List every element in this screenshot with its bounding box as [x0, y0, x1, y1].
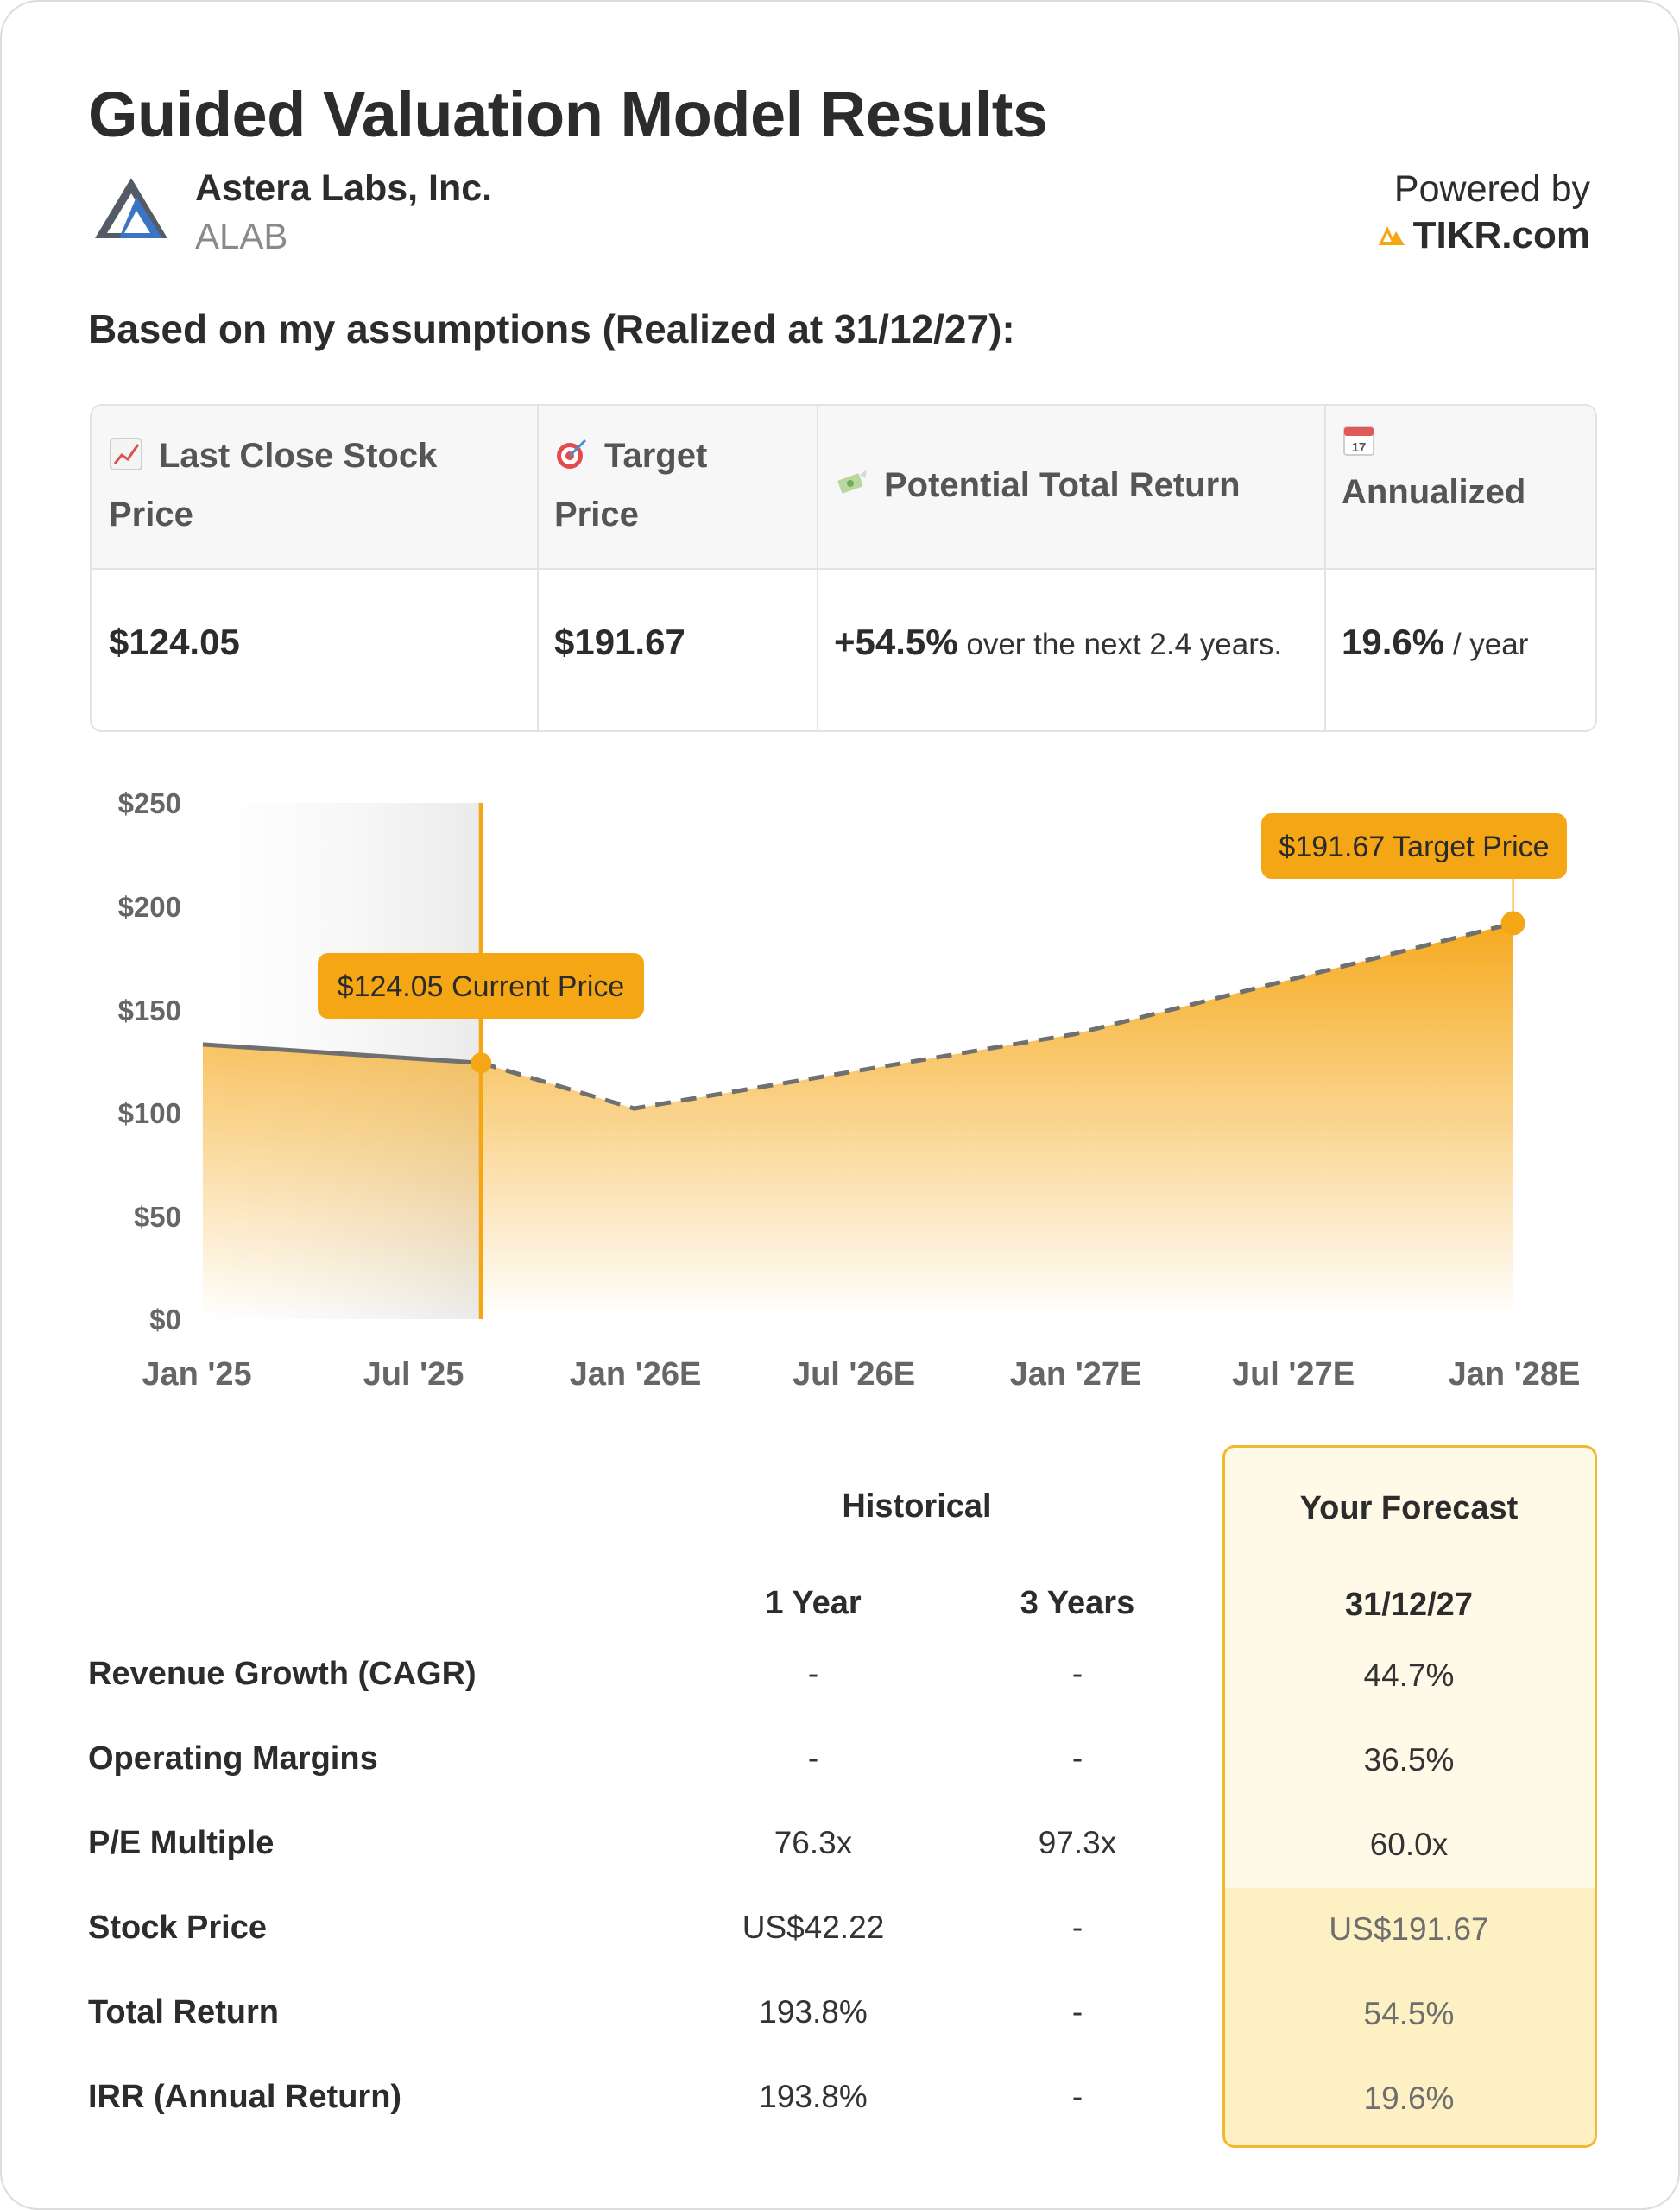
row-label: IRR (Annual Return) — [88, 2079, 402, 2115]
company-ticker: ALAB — [195, 216, 288, 256]
col-forecast-date: 31/12/27 — [1345, 1587, 1473, 1623]
header-potential: Potential Total Return — [834, 456, 1317, 515]
x-tick-label: Jul '27E — [1231, 1356, 1355, 1392]
row-3-years-value: - — [1071, 1656, 1083, 1691]
chart-trend-icon — [109, 437, 143, 471]
row-1-year-value: US$42.22 — [742, 1910, 885, 1945]
x-tick-label: Jan '26E — [569, 1356, 702, 1392]
column-divider — [537, 406, 539, 730]
last-close-value: $124.05 — [109, 622, 240, 662]
x-tick-label: Jan '27E — [1009, 1356, 1142, 1392]
col-1-year: 1 Year — [765, 1585, 862, 1621]
y-tick-label: $150 — [117, 994, 181, 1026]
header-annualized: 17 Annualized — [1342, 426, 1583, 521]
brand[interactable] — [1379, 214, 1590, 257]
calendar-icon — [1342, 423, 1376, 458]
row-1-year-value: - — [807, 1740, 819, 1776]
y-tick-label: $0 — [149, 1304, 181, 1335]
table-row — [2, 1994, 1680, 2079]
row-1-year-value: 193.8% — [759, 1994, 868, 2030]
row-forecast-value: 44.7% — [1363, 1658, 1455, 1693]
header-target: Target Price — [554, 437, 708, 534]
row-label: Total Return — [88, 1994, 279, 2030]
historical-header: Historical — [842, 1488, 992, 1525]
row-3-years-value: - — [1071, 1994, 1083, 2030]
row-label: Operating Margins — [88, 1740, 378, 1777]
row-label: Stock Price — [88, 1910, 267, 1946]
annualized-value: 19.6% / year — [1342, 622, 1529, 662]
row-label: P/E Multiple — [88, 1825, 275, 1861]
x-tick-label: Jan '28E — [1448, 1356, 1581, 1392]
row-forecast-value: 36.5% — [1363, 1742, 1455, 1777]
row-3-years-value: 97.3x — [1038, 1825, 1117, 1860]
price-chart — [2, 761, 1680, 1418]
table-row — [2, 1825, 1680, 1910]
table-row — [2, 1740, 1680, 1825]
potential-value: +54.5% over the next 2.4 years. — [834, 622, 1283, 662]
y-tick-label: $200 — [117, 891, 181, 923]
table-row — [2, 2079, 1680, 2163]
column-divider — [817, 406, 818, 730]
company-name: Astera Labs, Inc. — [195, 167, 493, 209]
y-tick-label: $100 — [117, 1097, 181, 1129]
brand-name: TIKR.com — [1412, 214, 1590, 256]
row-3-years-value: - — [1071, 1740, 1083, 1776]
company-logo-icon — [93, 174, 169, 242]
column-divider — [1324, 406, 1326, 730]
target-price-label: $191.67 Target Price — [1279, 830, 1550, 863]
money-wings-icon — [834, 466, 868, 501]
current-price-label: $124.05 Current Price — [337, 970, 625, 1003]
powered-by-label: Powered by — [1393, 168, 1590, 210]
x-tick-label: Jan '25 — [142, 1356, 252, 1392]
current-price-point — [471, 1052, 491, 1073]
tikr-logo-icon — [1379, 224, 1405, 247]
row-1-year-value: - — [807, 1656, 819, 1691]
row-forecast-value: 54.5% — [1363, 1996, 1455, 2031]
annualized-subtext: / year — [1444, 628, 1529, 661]
potential-subtext: over the next 2.4 years. — [957, 628, 1283, 661]
y-tick-label: $250 — [117, 787, 181, 819]
target-value: $191.67 — [554, 622, 685, 662]
y-tick-label: $50 — [133, 1201, 181, 1233]
row-1-year-value: 76.3x — [774, 1825, 853, 1860]
row-3-years-value: - — [1071, 2079, 1083, 2114]
x-tick-label: Jul '25 — [363, 1356, 464, 1392]
row-forecast-value: US$191.67 — [1329, 1911, 1489, 1947]
target-price-point — [1501, 912, 1525, 936]
col-3-years: 3 Years — [1020, 1585, 1135, 1621]
target-icon — [554, 437, 589, 471]
table-row — [2, 1910, 1680, 1994]
assumptions-heading: Based on my assumptions (Realized at 31/12/27): — [88, 306, 1015, 351]
page-title: Guided Valuation Model Results — [88, 79, 1048, 150]
header-last-close: Last Close Stock Price — [109, 437, 438, 534]
row-3-years-value: - — [1071, 1910, 1083, 1945]
forecast-header: Your Forecast — [1299, 1490, 1519, 1526]
row-1-year-value: 193.8% — [759, 2079, 868, 2114]
table-row — [2, 1656, 1680, 1740]
summary-table — [90, 404, 1597, 732]
x-tick-label: Jul '26E — [792, 1356, 916, 1392]
row-forecast-value: 60.0x — [1369, 1827, 1449, 1862]
row-label: Revenue Growth (CAGR) — [88, 1656, 477, 1692]
row-forecast-value: 19.6% — [1363, 2081, 1455, 2116]
svg-text:17: 17 — [1351, 440, 1367, 455]
